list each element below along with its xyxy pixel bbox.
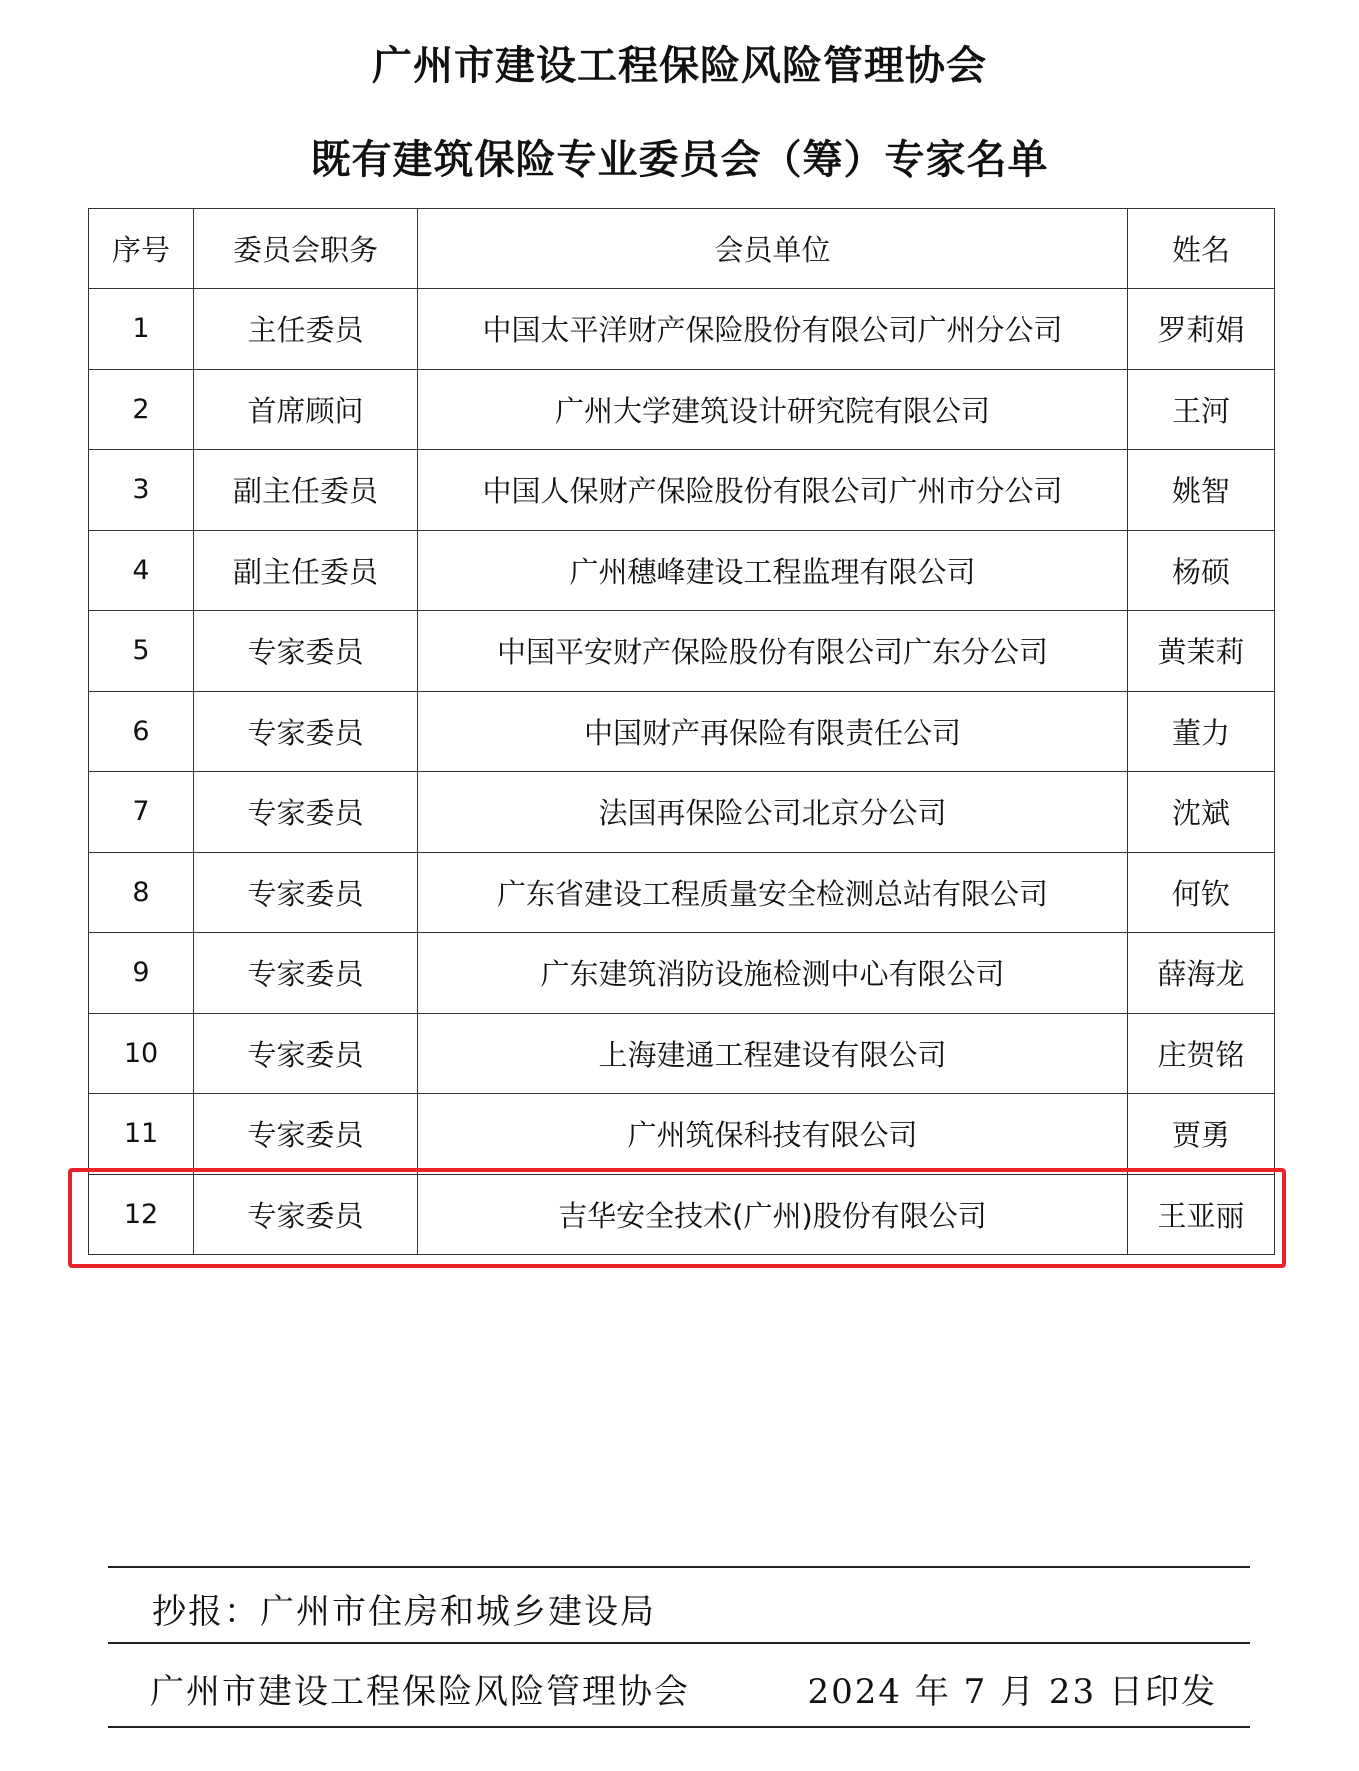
cell-name: 沈斌 — [1128, 772, 1275, 853]
cell-no: 8 — [89, 852, 194, 933]
cell-no: 3 — [89, 450, 194, 531]
cell-role: 专家委员 — [194, 852, 418, 933]
cell-org: 广东省建设工程质量安全检测总站有限公司 — [418, 852, 1128, 933]
cell-org: 广州大学建筑设计研究院有限公司 — [418, 369, 1128, 450]
cc-line: 抄报：广州市住房和城乡建设局 — [152, 1592, 656, 1632]
column-header-name: 姓名 — [1128, 209, 1275, 289]
table-row — [89, 530, 1275, 611]
cell-no: 12 — [89, 1174, 194, 1255]
cell-name: 王河 — [1128, 369, 1275, 450]
cell-no: 6 — [89, 691, 194, 772]
cell-role: 副主任委员 — [194, 450, 418, 531]
cell-name: 何钦 — [1128, 852, 1275, 933]
cell-role: 副主任委员 — [194, 530, 418, 611]
table-row — [89, 369, 1275, 450]
cell-role: 专家委员 — [194, 691, 418, 772]
table-row — [89, 772, 1275, 853]
table-row — [89, 450, 1275, 531]
cell-role: 专家委员 — [194, 772, 418, 853]
table-row — [89, 611, 1275, 692]
cell-org: 广东建筑消防设施检测中心有限公司 — [418, 933, 1128, 1014]
cell-org: 中国太平洋财产保险股份有限公司广州分公司 — [418, 289, 1128, 370]
cell-role: 主任委员 — [194, 289, 418, 370]
cell-no: 2 — [89, 369, 194, 450]
cell-org: 广州穗峰建设工程监理有限公司 — [418, 530, 1128, 611]
issue-date: 2024 年 7 月 23 日印发 — [807, 1672, 1217, 1712]
table-header-row — [89, 209, 1275, 289]
cell-name: 王亚丽 — [1128, 1174, 1275, 1255]
cell-org: 中国平安财产保险股份有限公司广东分公司 — [418, 611, 1128, 692]
cell-role: 专家委员 — [194, 611, 418, 692]
column-header-org: 会员单位 — [418, 209, 1128, 289]
table-row — [89, 1013, 1275, 1094]
cell-org: 中国人保财产保险股份有限公司广州市分公司 — [418, 450, 1128, 531]
cell-name: 杨硕 — [1128, 530, 1275, 611]
table-row — [89, 933, 1275, 1014]
cell-org: 广州筑保科技有限公司 — [418, 1094, 1128, 1175]
cell-name: 姚智 — [1128, 450, 1275, 531]
cell-no: 10 — [89, 1013, 194, 1094]
issuer-name: 广州市建设工程保险风险管理协会 — [150, 1672, 690, 1712]
cell-role: 专家委员 — [194, 933, 418, 1014]
cell-no: 5 — [89, 611, 194, 692]
cell-name: 黄茉莉 — [1128, 611, 1275, 692]
table-row — [89, 691, 1275, 772]
footer-divider — [108, 1642, 1250, 1644]
cell-role: 专家委员 — [194, 1174, 418, 1255]
table-row — [89, 852, 1275, 933]
column-header-no: 序号 — [89, 209, 194, 289]
cell-name: 董力 — [1128, 691, 1275, 772]
cell-name: 贾勇 — [1128, 1094, 1275, 1175]
column-header-role: 委员会职务 — [194, 209, 418, 289]
cell-org: 吉华安全技术(广州)股份有限公司 — [418, 1174, 1128, 1255]
cell-no: 11 — [89, 1094, 194, 1175]
expert-roster-table — [88, 208, 1275, 1255]
cell-name: 罗莉娟 — [1128, 289, 1275, 370]
cell-org: 上海建通工程建设有限公司 — [418, 1013, 1128, 1094]
footer-divider — [108, 1726, 1250, 1728]
cell-role: 首席顾问 — [194, 369, 418, 450]
cell-role: 专家委员 — [194, 1094, 418, 1175]
table-row — [89, 289, 1275, 370]
cell-name: 庄贺铭 — [1128, 1013, 1275, 1094]
cell-org: 中国财产再保险有限责任公司 — [418, 691, 1128, 772]
cell-no: 4 — [89, 530, 194, 611]
document-title: 广州市建设工程保险风险管理协会 — [372, 43, 987, 89]
cell-role: 专家委员 — [194, 1013, 418, 1094]
highlight-box — [68, 1168, 1286, 1268]
cell-name: 薛海龙 — [1128, 933, 1275, 1014]
cell-no: 9 — [89, 933, 194, 1014]
cell-org: 法国再保险公司北京分公司 — [418, 772, 1128, 853]
footer-divider — [108, 1566, 1250, 1568]
table-row — [89, 1094, 1275, 1175]
cell-no: 1 — [89, 289, 194, 370]
cell-no: 7 — [89, 772, 194, 853]
document-subtitle: 既有建筑保险专业委员会（筹）专家名单 — [310, 137, 1049, 183]
